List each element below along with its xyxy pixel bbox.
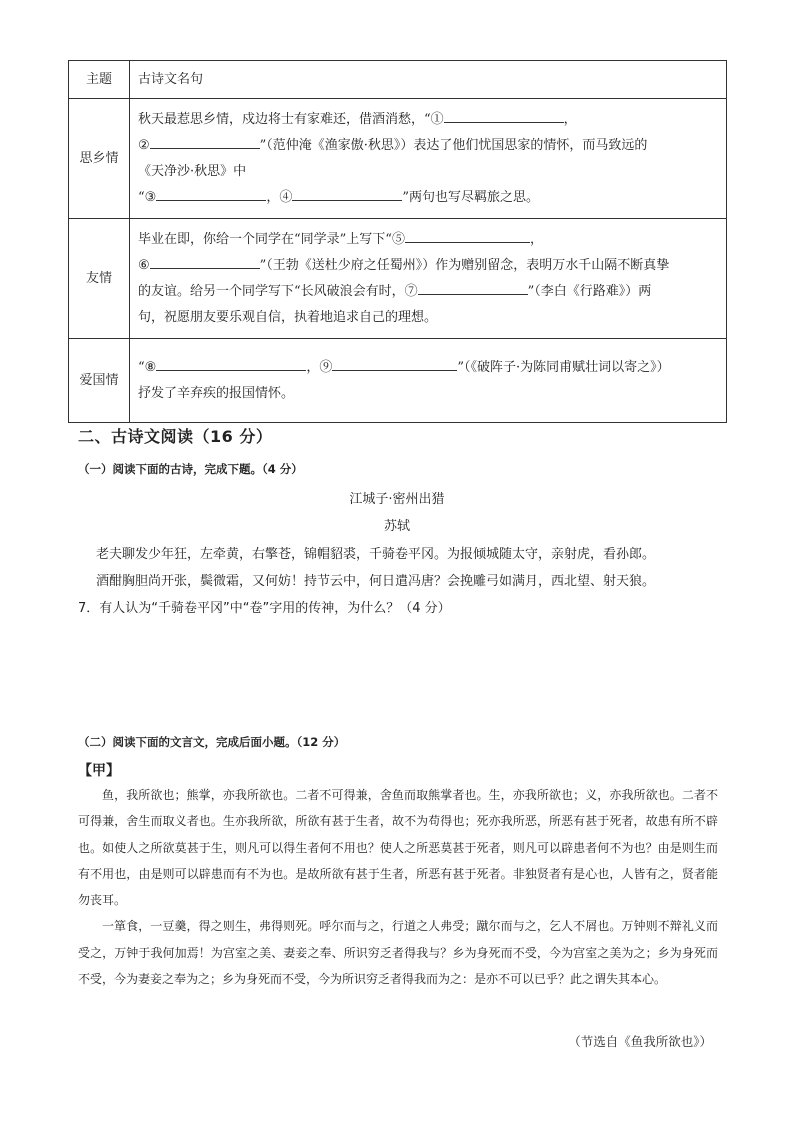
blank-1[interactable] bbox=[444, 107, 564, 123]
poem-line-1: 老夫聊发少年狂，左牵黄，右擎苍，锦帽貂裘，千骑卷平冈。为报倾城随太守，亲射虎，看孙郎。 bbox=[96, 547, 656, 562]
passage-label-jia: 【甲】 bbox=[78, 763, 120, 779]
poem-author: 苏轼 bbox=[383, 519, 410, 534]
blank-3[interactable] bbox=[156, 185, 266, 201]
table-row-friendship bbox=[69, 219, 727, 339]
friendship-content: 毕业在即，你给一个同学在“同学录”上写下“⑤ ， ⑥ ”（王勃《送杜少府之任蜀州》）作为赠别留念，表明万水千山隔不断真挚 的友谊。给另一个同学写下“长风破浪会有时，⑦ ”（李白《行路难》）两 句，祝愿朋友要乐观自信，执着地追求自己的理想。 bbox=[130, 219, 727, 339]
blank-7[interactable] bbox=[418, 279, 528, 295]
part2-title: （二）阅读下面的文言文，完成后面小题。（12 分） bbox=[78, 735, 346, 749]
header-content-cell: 古诗文名句 bbox=[130, 61, 727, 99]
poem-title: 江城子·密州出猎 bbox=[349, 492, 445, 507]
blank-6[interactable] bbox=[150, 253, 260, 269]
table-header-row bbox=[69, 61, 727, 99]
famous-lines-table bbox=[68, 60, 727, 423]
blank-2[interactable] bbox=[150, 133, 260, 149]
blank-8[interactable] bbox=[156, 355, 306, 371]
blank-5[interactable] bbox=[405, 227, 530, 243]
theme-homesick: 思乡情 bbox=[69, 99, 130, 219]
question-7: 7．有人认为“千骑卷平冈”中“卷”字用的传神，为什么？（4 分） bbox=[78, 601, 451, 616]
header-theme-cell: 主题 bbox=[69, 61, 130, 99]
patriotism-content: “⑧ ，⑨ ”（《破阵子·为陈同甫赋壮词以寄之》） 抒发了辛弃疾的报国情怀。 bbox=[130, 339, 727, 423]
blank-9[interactable] bbox=[332, 355, 457, 371]
theme-patriotism: 爱国情 bbox=[69, 339, 130, 423]
poem-line-2: 酒酣胸胆尚开张，鬓微霜，又何妨！持节云中，何日遣冯唐？会挽雕弓如满月，西北望、射天狼。 bbox=[96, 574, 656, 589]
passage-paragraph-2: 一箪食，一豆羹，得之则生，弗得则死。呼尔而与之，行道之人弗受；蹴尔而与之，乞人不屑也。万钟则不辩礼义而受之，万钟于我何加焉！为宫室之美、妻妾之奉、所识穷乏者得我与？乡为身死而不受，今为宫室之美为之；乡为身死而不受，今为妻妾之奉为之；乡为身死而不受，今为所识穷乏者得我而为之：是亦不可以已乎？此之谓失其本心。 bbox=[78, 919, 718, 987]
part1-title: （一）阅读下面的古诗，完成下题。（4 分） bbox=[78, 462, 303, 476]
homesick-content: 秋天最惹思乡情，戍边将士有家难还，借酒消愁，“① ， ② ”（范仲淹《渔家傲·秋思》）表达了他们忧国思家的情怀，而马致远的 《天净沙·秋思》中 “③ ，④ ”两句也写尽羁旅之思。 bbox=[130, 99, 727, 219]
table-row-patriotism bbox=[69, 339, 727, 423]
blank-4[interactable] bbox=[292, 185, 402, 201]
theme-friendship: 友情 bbox=[69, 219, 130, 339]
classical-passage bbox=[78, 782, 718, 992]
table-row-homesick bbox=[69, 99, 727, 219]
section-title: 二、古诗文阅读（16 分） bbox=[78, 427, 273, 446]
passage-source: （节选自《鱼我所欲也》） bbox=[568, 1034, 712, 1049]
passage-paragraph-1: 鱼，我所欲也；熊掌，亦我所欲也。二者不可得兼，舍鱼而取熊掌者也。生，亦我所欲也；义，亦我所欲也。二者不可得兼，舍生而取义者也。生亦我所欲，所欲有甚于生者，故不为苟得也；死亦我所恶，所恶有甚于死者，故患有所不辟也。如使人之所欲莫甚于生，则凡可以得生者何不用也？使人之所恶莫甚于死者，则凡可以辟患者何不为也？由是则生而有不用也，由是则可以辟患而有不为也。是故所欲有甚于生者，所恶有甚于死者。非独贤者有是心也，人皆有之，贤者能勿丧耳。 bbox=[78, 788, 718, 908]
